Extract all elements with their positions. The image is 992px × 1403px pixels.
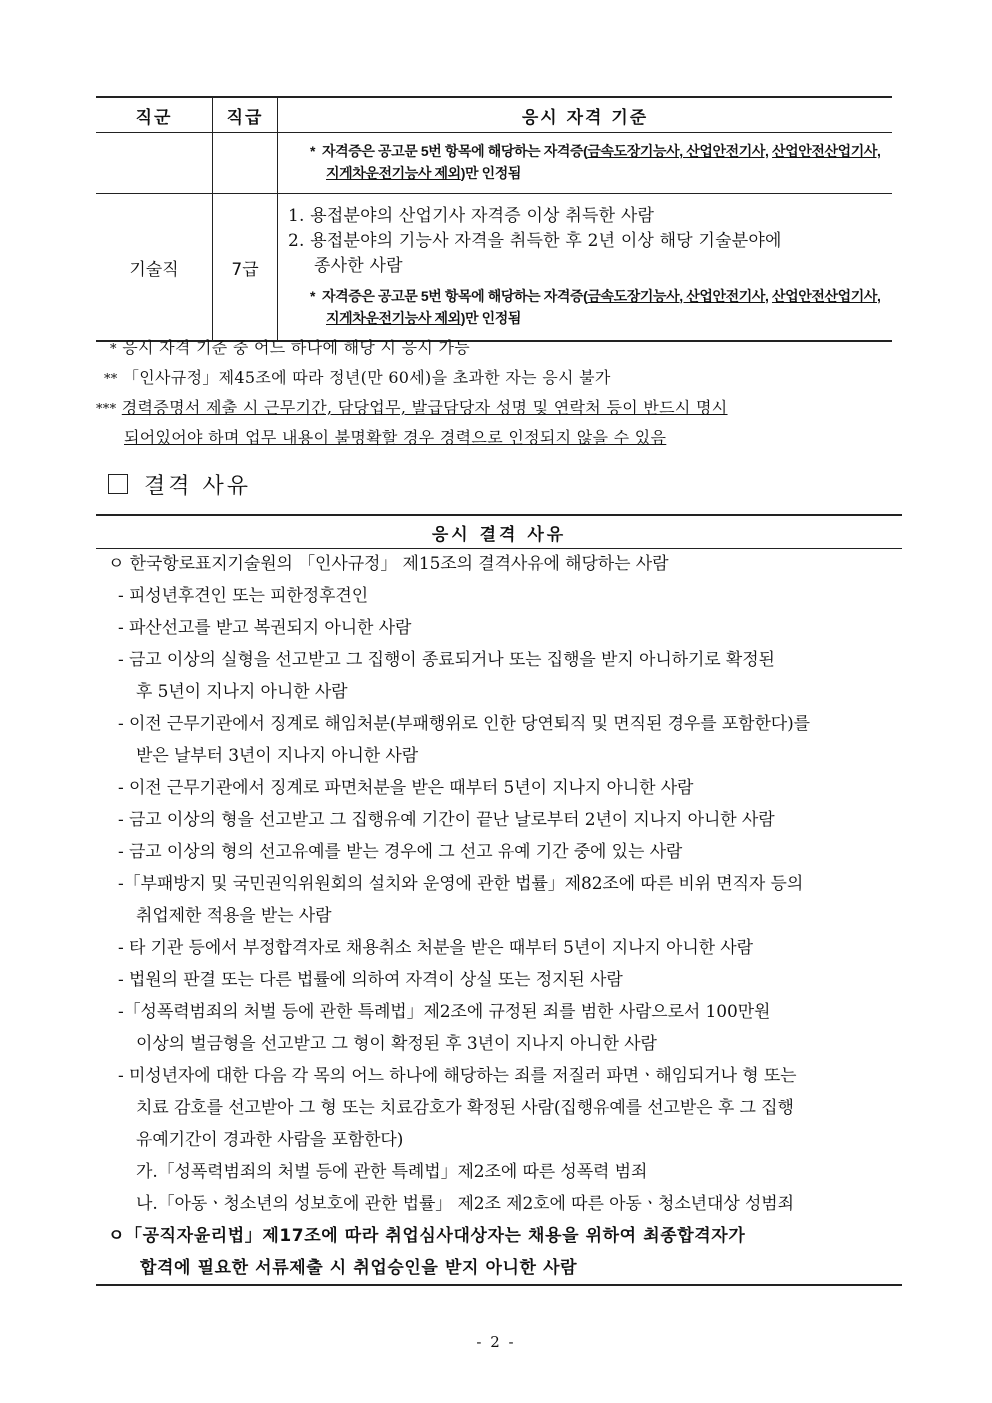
list-item: - 금고 이상의 형을 선고받고 그 집행유예 기간이 끝난 날로부터 2년이 지나지 아니한 사람 xyxy=(118,810,775,830)
table-row xyxy=(96,133,892,194)
requirement-2-cont: 종사한 사람 xyxy=(314,255,403,276)
certificate-note: * 자격증은 공고문 5번 항목에 해당하는 자격증(금속도장기능사, 산업안전기사, 산업안전산업기사, 지게차운전기능사 제외)만 인정됨 xyxy=(310,287,881,326)
criteria-cell xyxy=(278,194,893,342)
list-item: - 이전 근무기관에서 징계로 해임처분(부패행위로 인한 당연퇴직 및 면직된 경우를 포함한다)를 xyxy=(118,714,810,734)
list-item: -「부패방지 및 국민권익위원회의 설치와 운영에 관한 법률」제82조에 따른 비위 면직자 등의 xyxy=(118,874,804,894)
table-row xyxy=(96,194,892,342)
header-grade: 직급 xyxy=(213,97,278,133)
list-item: - 미성년자에 대한 다음 각 목의 어느 하나에 해당하는 죄를 저질러 파면ㆍ해임되거나 형 또는 xyxy=(118,1066,797,1086)
list-item: - 파산선고를 받고 복권되지 아니한 사람 xyxy=(118,618,412,638)
qualification-table xyxy=(96,96,892,342)
list-item: -「성폭력범죄의 처벌 등에 관한 특례법」제2조에 규정된 죄를 범한 사람으로서 100만원 xyxy=(118,1002,771,1022)
list-item: - 이전 근무기관에서 징계로 파면처분을 받은 때부터 5년이 지나지 아니한 사람 xyxy=(118,778,694,798)
footnote-3-cont: 되어있어야 하며 업무 내용이 불명확할 경우 경력으로 인정되지 않을 수 있음 xyxy=(124,428,667,447)
empty-cell xyxy=(96,133,213,194)
sub-item: 가.「성폭력범죄의 처벌 등에 관한 특례법」제2조에 따른 성폭력 범죄 xyxy=(136,1162,648,1182)
page-number: - 2 - xyxy=(476,1333,516,1351)
list-item: - 법원의 판결 또는 다른 법률에 의하여 자격이 상실 또는 정지된 사람 xyxy=(118,970,623,990)
section-title: 결격 사유 xyxy=(108,466,251,502)
list-item: - 금고 이상의 실형을 선고받고 그 집행이 종료되거나 또는 집행을 받지 아니하기로 확정된 xyxy=(118,650,775,670)
requirement-1: 1. 용접분야의 산업기사 자격증 이상 취득한 사람 xyxy=(288,205,655,226)
grade-cell: 7급 xyxy=(213,194,278,342)
criteria-cell xyxy=(278,133,893,194)
list-item: ㅇ 한국항로표지기술원의 「인사규정」 제15조의 결격사유에 해당하는 사람 xyxy=(108,554,669,574)
footnote-2: ** 「인사규정」제45조에 따라 정년(만 60세)을 초과한 자는 응시 불가 xyxy=(104,368,611,387)
table-header-row xyxy=(96,97,892,133)
footnotes xyxy=(96,334,906,452)
list-item-bold-cont: 합격에 필요한 서류제출 시 취업승인을 받지 아니한 사람 xyxy=(140,1258,578,1278)
list-item-cont: 이상의 벌금형을 선고받고 그 형이 확정된 후 3년이 지나지 아니한 사람 xyxy=(136,1034,657,1054)
list-item: - 금고 이상의 형의 선고유예를 받는 경우에 그 선고 유예 기간 중에 있는 사람 xyxy=(118,842,683,862)
disqualification-header: 응시 결격 사유 xyxy=(96,514,902,549)
footnote-3: *** 경력증명서 제출 시 근무기간, 담당업무, 발급담당자 성명 및 연락처 등이 반드시 명시 xyxy=(96,398,728,417)
requirement-2: 2. 용접분야의 기능사 자격을 취득한 후 2년 이상 해당 기술분야에 xyxy=(288,230,782,251)
sub-item: 나.「아동ㆍ청소년의 성보호에 관한 법률」 제2조 제2호에 따른 아동ㆍ청소년대상 성범죄 xyxy=(136,1194,794,1214)
disqualification-list xyxy=(96,548,902,1284)
list-item: - 타 기관 등에서 부정합격자로 채용취소 처분을 받은 때부터 5년이 지나지 아니한 사람 xyxy=(118,938,753,958)
divider xyxy=(96,1284,902,1286)
list-item-cont: 받은 날부터 3년이 지나지 아니한 사람 xyxy=(136,746,419,766)
certificate-note: * 자격증은 공고문 5번 항목에 해당하는 자격증(금속도장기능사, 산업안전기사, 산업안전산업기사, 지게차운전기능사 제외)만 인정됨 xyxy=(310,143,881,181)
square-icon xyxy=(108,474,128,494)
list-item-cont: 취업제한 적용을 받는 사람 xyxy=(136,906,332,926)
header-job-group: 직군 xyxy=(96,97,213,133)
list-item: - 피성년후견인 또는 피한정후견인 xyxy=(118,586,369,606)
list-item-cont: 후 5년이 지나지 아니한 사람 xyxy=(136,682,348,702)
empty-cell xyxy=(213,133,278,194)
list-item-bold: ㅇ「공직자윤리법」제17조에 따라 취업심사대상자는 채용을 위하여 최종합격자가 xyxy=(108,1226,746,1246)
job-group-cell: 기술직 xyxy=(96,194,213,342)
header-criteria: 응시 자격 기준 xyxy=(278,97,893,133)
list-item-cont: 치료 감호를 선고받아 그 형 또는 치료감호가 확정된 사람(집행유예를 선고받은 후 그 집행 xyxy=(136,1098,794,1118)
footnote-1: * 응시 자격 기준 중 어느 하나에 해당 시 응시 가능 xyxy=(110,338,471,357)
list-item-cont: 유예기간이 경과한 사람을 포함한다) xyxy=(136,1130,404,1150)
